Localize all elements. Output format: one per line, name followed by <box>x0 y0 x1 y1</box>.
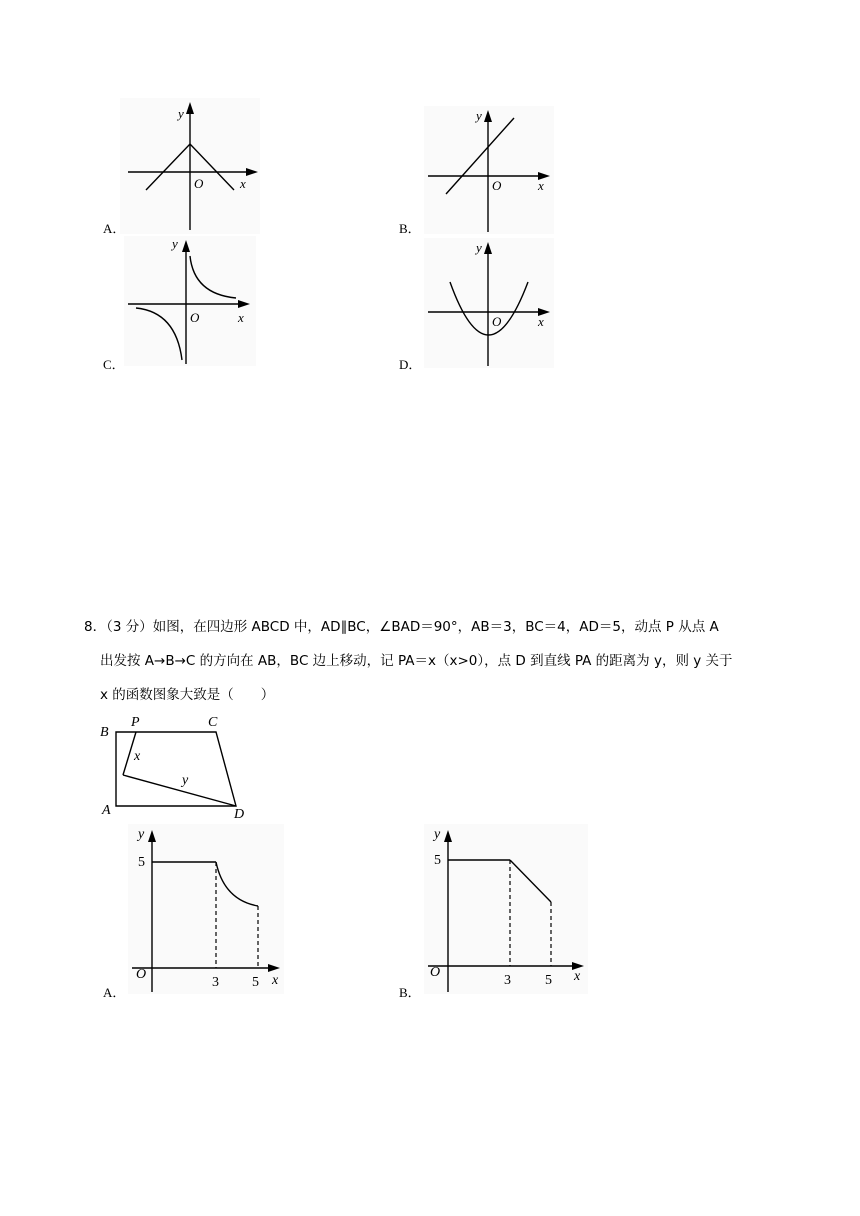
tick-y-5: 5 <box>138 855 145 870</box>
question-text-3: x 的函数图象大致是（ ） <box>100 687 275 703</box>
x-axis-label: x <box>238 310 244 325</box>
tick-x-5: 5 <box>252 975 259 990</box>
x-axis-label: x <box>574 969 581 984</box>
q7-option-c-label: C． <box>103 357 125 372</box>
x-axis-label: x <box>538 314 544 329</box>
q8-option-b-graph <box>424 824 588 994</box>
q8-option-a-graph <box>128 824 284 994</box>
q8-option-a-label: A． <box>103 985 126 1000</box>
question-score: （3 分） <box>106 619 153 635</box>
q7-option-d-label: D． <box>399 357 422 372</box>
q7-option-d-graph <box>424 238 554 368</box>
y-axis-label: y <box>476 240 482 255</box>
segment-x-label: x <box>134 749 141 764</box>
point-a-label: A <box>102 803 111 818</box>
origin-label: O <box>430 965 441 980</box>
question-8-line-1 <box>84 610 719 644</box>
tick-x-5: 5 <box>545 973 552 988</box>
origin-label: O <box>194 176 204 191</box>
q8-quadrilateral-figure <box>98 712 258 822</box>
y-axis-label: y <box>434 827 441 842</box>
q7-option-b-label: B． <box>399 221 421 236</box>
origin-label: O <box>492 178 502 193</box>
point-b-label: B <box>100 725 109 740</box>
question-number: 8． <box>84 619 107 635</box>
question-text-1: 如图，在四边形 ABCD 中，AD∥BC，∠BAD＝90°，AB＝3，BC＝4，AD＝5，动点 P 从点 A <box>152 619 719 635</box>
point-d-label: D <box>234 807 245 822</box>
y-axis-label: y <box>476 108 482 123</box>
point-p-label: P <box>131 715 140 730</box>
q7-option-c-graph <box>124 236 256 366</box>
x-axis-label: x <box>538 178 544 193</box>
origin-label: O <box>190 310 200 325</box>
x-axis-label: x <box>240 176 246 191</box>
q7-option-a-label: A． <box>103 221 126 236</box>
q7-option-a-graph <box>120 98 260 234</box>
x-axis-label: x <box>272 973 279 988</box>
tick-y-5: 5 <box>434 853 441 868</box>
origin-label: O <box>136 967 147 982</box>
origin-label: O <box>492 314 502 329</box>
y-axis-label: y <box>178 106 184 121</box>
question-text-2: 出发按 A→B→C 的方向在 AB，BC 边上移动，记 PA＝x（x>0），点 D 到直线 PA 的距离为 y，则 y 关于 <box>100 653 733 669</box>
point-c-label: C <box>208 715 218 730</box>
q7-option-b-graph <box>424 106 554 234</box>
y-axis-label: y <box>172 236 178 251</box>
tick-x-3: 3 <box>504 973 511 988</box>
tick-x-3: 3 <box>212 975 219 990</box>
y-axis-label: y <box>138 827 145 842</box>
segment-y-label: y <box>182 773 189 788</box>
q8-option-b-label: B． <box>399 985 421 1000</box>
